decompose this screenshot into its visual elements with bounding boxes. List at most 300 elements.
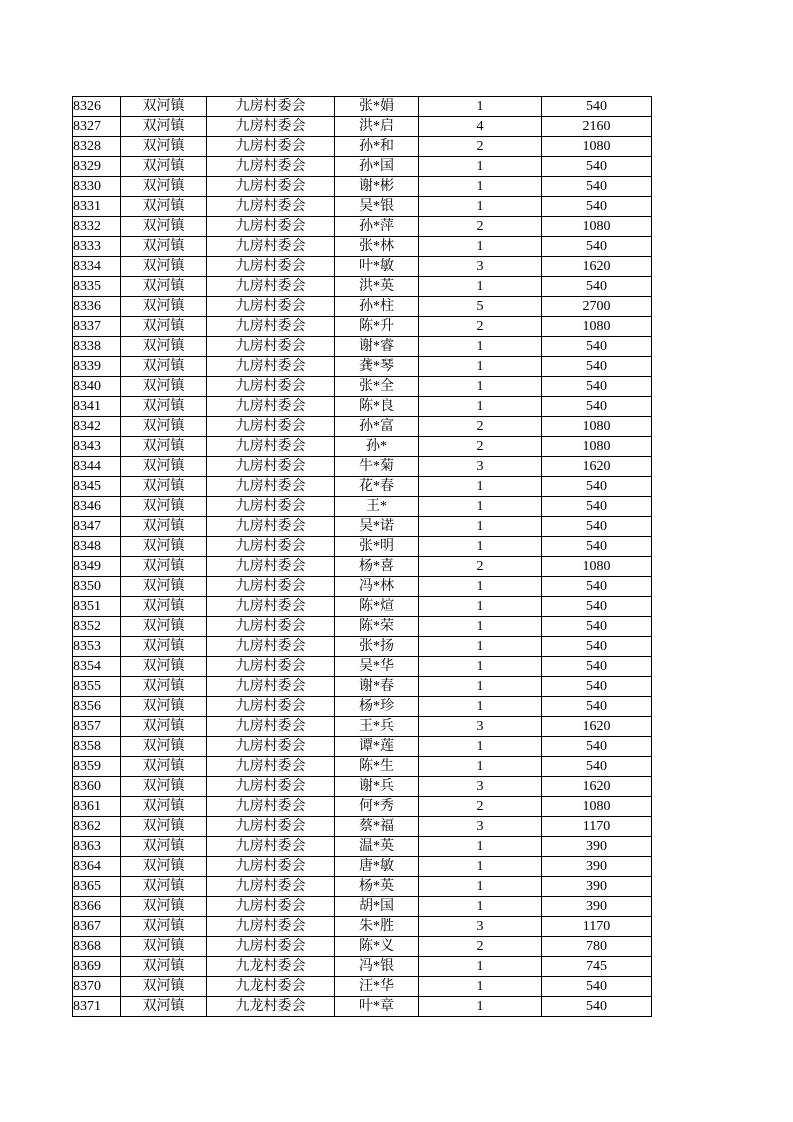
cell-amount: 1170 xyxy=(542,917,652,937)
cell-village-committee: 九房村委会 xyxy=(207,277,335,297)
cell-person-name: 陈*升 xyxy=(335,317,419,337)
cell-amount: 540 xyxy=(542,157,652,177)
cell-count: 5 xyxy=(419,297,542,317)
cell-serial-number: 8330 xyxy=(73,177,121,197)
cell-village-committee: 九房村委会 xyxy=(207,477,335,497)
cell-count: 1 xyxy=(419,857,542,877)
cell-town: 双河镇 xyxy=(121,997,207,1017)
cell-serial-number: 8338 xyxy=(73,337,121,357)
cell-village-committee: 九房村委会 xyxy=(207,837,335,857)
table-row xyxy=(73,117,652,137)
cell-serial-number: 8341 xyxy=(73,397,121,417)
cell-serial-number: 8348 xyxy=(73,537,121,557)
cell-person-name: 吴*银 xyxy=(335,197,419,217)
cell-town: 双河镇 xyxy=(121,497,207,517)
cell-person-name: 洪*启 xyxy=(335,117,419,137)
table-row xyxy=(73,297,652,317)
cell-amount: 780 xyxy=(542,937,652,957)
cell-serial-number: 8355 xyxy=(73,677,121,697)
cell-serial-number: 8356 xyxy=(73,697,121,717)
cell-serial-number: 8349 xyxy=(73,557,121,577)
cell-serial-number: 8367 xyxy=(73,917,121,937)
cell-amount: 540 xyxy=(542,357,652,377)
cell-serial-number: 8353 xyxy=(73,637,121,657)
cell-person-name: 谭*莲 xyxy=(335,737,419,757)
cell-serial-number: 8329 xyxy=(73,157,121,177)
cell-count: 2 xyxy=(419,437,542,457)
cell-amount: 745 xyxy=(542,957,652,977)
cell-person-name: 何*秀 xyxy=(335,797,419,817)
cell-count: 1 xyxy=(419,337,542,357)
cell-serial-number: 8369 xyxy=(73,957,121,977)
cell-count: 3 xyxy=(419,257,542,277)
table-row xyxy=(73,397,652,417)
cell-person-name: 谢*春 xyxy=(335,677,419,697)
table-row xyxy=(73,897,652,917)
cell-town: 双河镇 xyxy=(121,117,207,137)
cell-village-committee: 九房村委会 xyxy=(207,597,335,617)
table-row xyxy=(73,977,652,997)
cell-count: 1 xyxy=(419,657,542,677)
cell-village-committee: 九房村委会 xyxy=(207,217,335,237)
cell-count: 1 xyxy=(419,837,542,857)
cell-serial-number: 8335 xyxy=(73,277,121,297)
cell-serial-number: 8347 xyxy=(73,517,121,537)
cell-village-committee: 九房村委会 xyxy=(207,197,335,217)
cell-village-committee: 九房村委会 xyxy=(207,877,335,897)
cell-amount: 540 xyxy=(542,177,652,197)
cell-village-committee: 九房村委会 xyxy=(207,117,335,137)
cell-town: 双河镇 xyxy=(121,357,207,377)
cell-town: 双河镇 xyxy=(121,857,207,877)
cell-serial-number: 8364 xyxy=(73,857,121,877)
cell-village-committee: 九房村委会 xyxy=(207,257,335,277)
cell-town: 双河镇 xyxy=(121,317,207,337)
cell-town: 双河镇 xyxy=(121,417,207,437)
cell-person-name: 牛*菊 xyxy=(335,457,419,477)
cell-count: 1 xyxy=(419,477,542,497)
cell-serial-number: 8352 xyxy=(73,617,121,637)
cell-count: 1 xyxy=(419,197,542,217)
cell-amount: 540 xyxy=(542,977,652,997)
cell-count: 1 xyxy=(419,977,542,997)
cell-serial-number: 8339 xyxy=(73,357,121,377)
cell-village-committee: 九房村委会 xyxy=(207,777,335,797)
cell-village-committee: 九房村委会 xyxy=(207,737,335,757)
cell-serial-number: 8351 xyxy=(73,597,121,617)
cell-village-committee: 九房村委会 xyxy=(207,617,335,637)
cell-village-committee: 九房村委会 xyxy=(207,857,335,877)
cell-village-committee: 九房村委会 xyxy=(207,537,335,557)
cell-town: 双河镇 xyxy=(121,717,207,737)
cell-amount: 540 xyxy=(542,537,652,557)
table-row xyxy=(73,177,652,197)
cell-person-name: 陈*义 xyxy=(335,937,419,957)
cell-town: 双河镇 xyxy=(121,937,207,957)
cell-village-committee: 九房村委会 xyxy=(207,557,335,577)
table-row xyxy=(73,937,652,957)
cell-person-name: 叶*章 xyxy=(335,997,419,1017)
cell-person-name: 蔡*福 xyxy=(335,817,419,837)
table-row xyxy=(73,797,652,817)
cell-village-committee: 九房村委会 xyxy=(207,937,335,957)
cell-amount: 2700 xyxy=(542,297,652,317)
cell-amount: 540 xyxy=(542,397,652,417)
cell-amount: 390 xyxy=(542,877,652,897)
cell-village-committee: 九房村委会 xyxy=(207,757,335,777)
cell-town: 双河镇 xyxy=(121,797,207,817)
table-row xyxy=(73,377,652,397)
cell-person-name: 朱*胜 xyxy=(335,917,419,937)
table-row xyxy=(73,137,652,157)
cell-village-committee: 九房村委会 xyxy=(207,817,335,837)
cell-serial-number: 8361 xyxy=(73,797,121,817)
cell-serial-number: 8365 xyxy=(73,877,121,897)
cell-town: 双河镇 xyxy=(121,817,207,837)
table-row xyxy=(73,257,652,277)
cell-town: 双河镇 xyxy=(121,577,207,597)
cell-person-name: 王*兵 xyxy=(335,717,419,737)
table-row xyxy=(73,997,652,1017)
cell-amount: 540 xyxy=(542,497,652,517)
cell-amount: 540 xyxy=(542,377,652,397)
cell-count: 3 xyxy=(419,717,542,737)
cell-serial-number: 8345 xyxy=(73,477,121,497)
cell-count: 1 xyxy=(419,357,542,377)
cell-count: 1 xyxy=(419,177,542,197)
cell-serial-number: 8343 xyxy=(73,437,121,457)
roster-table xyxy=(72,96,652,1017)
table-row xyxy=(73,737,652,757)
cell-person-name: 孙*富 xyxy=(335,417,419,437)
table-row xyxy=(73,637,652,657)
cell-count: 2 xyxy=(419,317,542,337)
cell-amount: 390 xyxy=(542,837,652,857)
cell-person-name: 陈*煊 xyxy=(335,597,419,617)
cell-village-committee: 九房村委会 xyxy=(207,657,335,677)
cell-town: 双河镇 xyxy=(121,897,207,917)
cell-count: 1 xyxy=(419,697,542,717)
cell-village-committee: 九龙村委会 xyxy=(207,957,335,977)
cell-village-committee: 九房村委会 xyxy=(207,157,335,177)
cell-serial-number: 8346 xyxy=(73,497,121,517)
table-row xyxy=(73,557,652,577)
cell-person-name: 胡*国 xyxy=(335,897,419,917)
cell-person-name: 王* xyxy=(335,497,419,517)
cell-village-committee: 九房村委会 xyxy=(207,637,335,657)
cell-town: 双河镇 xyxy=(121,557,207,577)
cell-serial-number: 8370 xyxy=(73,977,121,997)
cell-person-name: 谢*兵 xyxy=(335,777,419,797)
cell-serial-number: 8357 xyxy=(73,717,121,737)
cell-town: 双河镇 xyxy=(121,257,207,277)
cell-person-name: 孙*和 xyxy=(335,137,419,157)
cell-count: 2 xyxy=(419,557,542,577)
cell-town: 双河镇 xyxy=(121,137,207,157)
cell-count: 3 xyxy=(419,457,542,477)
cell-serial-number: 8344 xyxy=(73,457,121,477)
cell-town: 双河镇 xyxy=(121,777,207,797)
cell-person-name: 冯*银 xyxy=(335,957,419,977)
cell-amount: 540 xyxy=(542,477,652,497)
cell-amount: 1080 xyxy=(542,137,652,157)
cell-person-name: 叶*敏 xyxy=(335,257,419,277)
cell-town: 双河镇 xyxy=(121,97,207,117)
cell-amount: 540 xyxy=(542,237,652,257)
cell-town: 双河镇 xyxy=(121,377,207,397)
cell-town: 双河镇 xyxy=(121,957,207,977)
cell-town: 双河镇 xyxy=(121,637,207,657)
cell-person-name: 冯*林 xyxy=(335,577,419,597)
cell-village-committee: 九房村委会 xyxy=(207,357,335,377)
cell-town: 双河镇 xyxy=(121,537,207,557)
cell-count: 4 xyxy=(419,117,542,137)
cell-village-committee: 九房村委会 xyxy=(207,717,335,737)
cell-count: 2 xyxy=(419,937,542,957)
cell-amount: 540 xyxy=(542,737,652,757)
cell-amount: 1620 xyxy=(542,777,652,797)
cell-count: 2 xyxy=(419,217,542,237)
cell-person-name: 杨*英 xyxy=(335,877,419,897)
cell-town: 双河镇 xyxy=(121,517,207,537)
table-row xyxy=(73,417,652,437)
cell-serial-number: 8358 xyxy=(73,737,121,757)
cell-serial-number: 8337 xyxy=(73,317,121,337)
table-row xyxy=(73,197,652,217)
table-row xyxy=(73,677,652,697)
cell-serial-number: 8342 xyxy=(73,417,121,437)
cell-village-committee: 九房村委会 xyxy=(207,457,335,477)
cell-serial-number: 8360 xyxy=(73,777,121,797)
cell-count: 1 xyxy=(419,757,542,777)
cell-village-committee: 九房村委会 xyxy=(207,237,335,257)
cell-serial-number: 8359 xyxy=(73,757,121,777)
cell-count: 1 xyxy=(419,577,542,597)
cell-count: 1 xyxy=(419,397,542,417)
cell-town: 双河镇 xyxy=(121,657,207,677)
cell-town: 双河镇 xyxy=(121,977,207,997)
cell-person-name: 龚*琴 xyxy=(335,357,419,377)
roster-table-body xyxy=(73,97,652,1017)
cell-person-name: 张*全 xyxy=(335,377,419,397)
table-row xyxy=(73,357,652,377)
cell-amount: 540 xyxy=(542,197,652,217)
cell-village-committee: 九房村委会 xyxy=(207,517,335,537)
cell-amount: 540 xyxy=(542,757,652,777)
cell-village-committee: 九房村委会 xyxy=(207,337,335,357)
cell-amount: 540 xyxy=(542,677,652,697)
cell-person-name: 杨*珍 xyxy=(335,697,419,717)
cell-amount: 540 xyxy=(542,277,652,297)
cell-count: 1 xyxy=(419,997,542,1017)
cell-serial-number: 8328 xyxy=(73,137,121,157)
cell-amount: 1080 xyxy=(542,797,652,817)
cell-amount: 1620 xyxy=(542,457,652,477)
table-row xyxy=(73,777,652,797)
cell-serial-number: 8371 xyxy=(73,997,121,1017)
cell-person-name: 吴*华 xyxy=(335,657,419,677)
cell-person-name: 陈*生 xyxy=(335,757,419,777)
cell-village-committee: 九房村委会 xyxy=(207,437,335,457)
cell-village-committee: 九房村委会 xyxy=(207,917,335,937)
cell-amount: 1080 xyxy=(542,217,652,237)
cell-amount: 1620 xyxy=(542,717,652,737)
table-row xyxy=(73,597,652,617)
cell-count: 1 xyxy=(419,537,542,557)
cell-person-name: 花*春 xyxy=(335,477,419,497)
table-row xyxy=(73,237,652,257)
cell-town: 双河镇 xyxy=(121,877,207,897)
table-row xyxy=(73,577,652,597)
table-row xyxy=(73,717,652,737)
cell-count: 1 xyxy=(419,237,542,257)
table-row xyxy=(73,697,652,717)
table-row xyxy=(73,657,652,677)
table-row xyxy=(73,157,652,177)
cell-town: 双河镇 xyxy=(121,197,207,217)
cell-count: 1 xyxy=(419,517,542,537)
cell-town: 双河镇 xyxy=(121,337,207,357)
cell-serial-number: 8362 xyxy=(73,817,121,837)
table-row xyxy=(73,317,652,337)
cell-town: 双河镇 xyxy=(121,157,207,177)
cell-town: 双河镇 xyxy=(121,217,207,237)
table-row xyxy=(73,537,652,557)
cell-village-committee: 九房村委会 xyxy=(207,177,335,197)
cell-count: 3 xyxy=(419,917,542,937)
cell-amount: 1080 xyxy=(542,417,652,437)
cell-serial-number: 8368 xyxy=(73,937,121,957)
cell-person-name: 张*扬 xyxy=(335,637,419,657)
cell-person-name: 谢*睿 xyxy=(335,337,419,357)
cell-village-committee: 九龙村委会 xyxy=(207,997,335,1017)
cell-person-name: 杨*喜 xyxy=(335,557,419,577)
cell-count: 1 xyxy=(419,157,542,177)
cell-town: 双河镇 xyxy=(121,917,207,937)
cell-amount: 540 xyxy=(542,637,652,657)
cell-village-committee: 九房村委会 xyxy=(207,797,335,817)
cell-amount: 540 xyxy=(542,97,652,117)
cell-person-name: 汪*华 xyxy=(335,977,419,997)
cell-amount: 540 xyxy=(542,657,652,677)
cell-person-name: 陈*荣 xyxy=(335,617,419,637)
cell-person-name: 温*英 xyxy=(335,837,419,857)
cell-serial-number: 8354 xyxy=(73,657,121,677)
cell-serial-number: 8334 xyxy=(73,257,121,277)
cell-town: 双河镇 xyxy=(121,397,207,417)
cell-village-committee: 九房村委会 xyxy=(207,317,335,337)
cell-person-name: 张*明 xyxy=(335,537,419,557)
table-row xyxy=(73,437,652,457)
cell-count: 1 xyxy=(419,497,542,517)
cell-count: 1 xyxy=(419,737,542,757)
cell-village-committee: 九房村委会 xyxy=(207,577,335,597)
cell-amount: 540 xyxy=(542,337,652,357)
cell-town: 双河镇 xyxy=(121,677,207,697)
cell-person-name: 吴*诺 xyxy=(335,517,419,537)
table-row xyxy=(73,497,652,517)
cell-town: 双河镇 xyxy=(121,617,207,637)
cell-amount: 390 xyxy=(542,897,652,917)
cell-amount: 540 xyxy=(542,997,652,1017)
cell-serial-number: 8327 xyxy=(73,117,121,137)
cell-amount: 540 xyxy=(542,577,652,597)
cell-count: 1 xyxy=(419,637,542,657)
table-row xyxy=(73,877,652,897)
cell-count: 2 xyxy=(419,137,542,157)
cell-count: 1 xyxy=(419,377,542,397)
cell-person-name: 唐*敏 xyxy=(335,857,419,877)
cell-village-committee: 九房村委会 xyxy=(207,297,335,317)
cell-amount: 540 xyxy=(542,517,652,537)
cell-village-committee: 九房村委会 xyxy=(207,677,335,697)
cell-serial-number: 8332 xyxy=(73,217,121,237)
cell-village-committee: 九房村委会 xyxy=(207,417,335,437)
cell-serial-number: 8336 xyxy=(73,297,121,317)
cell-town: 双河镇 xyxy=(121,477,207,497)
cell-town: 双河镇 xyxy=(121,737,207,757)
cell-count: 1 xyxy=(419,677,542,697)
cell-count: 1 xyxy=(419,597,542,617)
cell-town: 双河镇 xyxy=(121,837,207,857)
cell-count: 1 xyxy=(419,97,542,117)
cell-person-name: 谢*彬 xyxy=(335,177,419,197)
cell-count: 1 xyxy=(419,957,542,977)
cell-village-committee: 九房村委会 xyxy=(207,377,335,397)
cell-serial-number: 8366 xyxy=(73,897,121,917)
table-row xyxy=(73,757,652,777)
cell-count: 1 xyxy=(419,897,542,917)
cell-village-committee: 九房村委会 xyxy=(207,97,335,117)
cell-town: 双河镇 xyxy=(121,177,207,197)
cell-count: 1 xyxy=(419,877,542,897)
cell-serial-number: 8340 xyxy=(73,377,121,397)
cell-count: 3 xyxy=(419,817,542,837)
table-row xyxy=(73,957,652,977)
cell-serial-number: 8326 xyxy=(73,97,121,117)
table-row xyxy=(73,477,652,497)
cell-town: 双河镇 xyxy=(121,597,207,617)
cell-amount: 1080 xyxy=(542,437,652,457)
cell-town: 双河镇 xyxy=(121,237,207,257)
cell-town: 双河镇 xyxy=(121,757,207,777)
cell-person-name: 洪*英 xyxy=(335,277,419,297)
cell-amount: 1080 xyxy=(542,557,652,577)
cell-person-name: 孙*国 xyxy=(335,157,419,177)
table-row xyxy=(73,217,652,237)
table-row xyxy=(73,277,652,297)
cell-person-name: 张*娟 xyxy=(335,97,419,117)
cell-town: 双河镇 xyxy=(121,277,207,297)
cell-village-committee: 九房村委会 xyxy=(207,137,335,157)
table-row xyxy=(73,97,652,117)
cell-town: 双河镇 xyxy=(121,457,207,477)
cell-count: 1 xyxy=(419,277,542,297)
cell-town: 双河镇 xyxy=(121,297,207,317)
table-row xyxy=(73,857,652,877)
cell-serial-number: 8333 xyxy=(73,237,121,257)
table-row xyxy=(73,517,652,537)
table-row xyxy=(73,837,652,857)
cell-person-name: 张*林 xyxy=(335,237,419,257)
cell-serial-number: 8363 xyxy=(73,837,121,857)
cell-count: 3 xyxy=(419,777,542,797)
cell-person-name: 孙*萍 xyxy=(335,217,419,237)
cell-person-name: 孙* xyxy=(335,437,419,457)
cell-person-name: 陈*良 xyxy=(335,397,419,417)
cell-count: 2 xyxy=(419,797,542,817)
cell-amount: 1620 xyxy=(542,257,652,277)
